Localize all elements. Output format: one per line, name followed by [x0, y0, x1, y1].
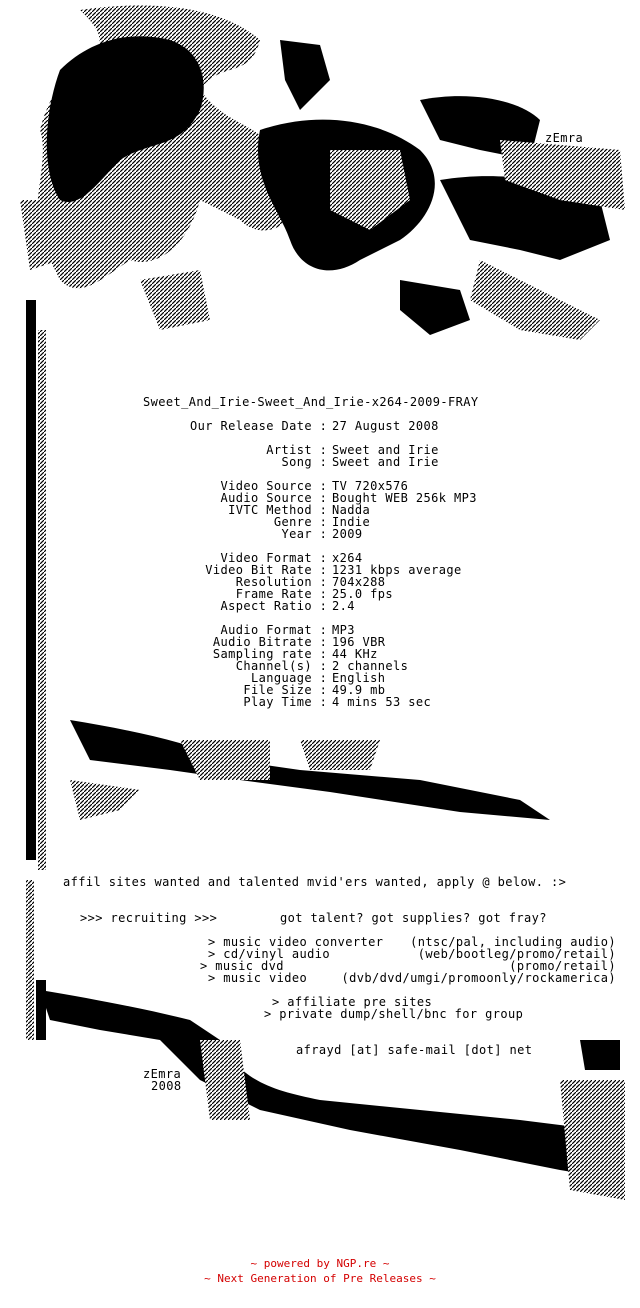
info-label: Audio Format	[220, 623, 312, 637]
info-label: Video Bit Rate	[205, 563, 312, 577]
info-value: Sweet and Irie	[332, 443, 439, 457]
info-separator: :	[312, 455, 335, 469]
info-label: Audio Bitrate	[212, 635, 312, 649]
info-value: 2009	[332, 527, 363, 541]
middle-divider-art	[70, 720, 550, 820]
info-separator: :	[312, 491, 335, 505]
info-value: Bought WEB 256k MP3	[332, 491, 477, 505]
recruit-item: > music dvd	[200, 959, 284, 973]
recruit-item-detail: (promo/retail)	[509, 959, 616, 973]
info-value: Nadda	[332, 503, 371, 517]
info-value: 704x288	[332, 575, 386, 589]
info-label: Our Release Date	[190, 419, 312, 433]
signature-year: 2008	[151, 1079, 182, 1093]
recruit-item-detail: (dvb/dvd/umgi/promoonly/rockamerica)	[341, 971, 616, 985]
info-separator: :	[312, 563, 335, 577]
recruit-item: > cd/vinyl audio	[208, 947, 330, 961]
info-separator: :	[312, 587, 335, 601]
info-separator: :	[312, 683, 335, 697]
recruiting-heading: >>> recruiting >>>	[80, 911, 218, 925]
signature-name: zEmra	[143, 1067, 182, 1081]
info-label: Genre	[273, 515, 312, 529]
info-separator: :	[312, 551, 335, 565]
footer-tagline: ~ Next Generation of Pre Releases ~	[204, 1272, 436, 1285]
info-value: 4 mins 53 sec	[332, 695, 432, 709]
info-label: Video Format	[220, 551, 312, 565]
info-separator: :	[312, 479, 335, 493]
recruit-item-detail: (web/bootleg/promo/retail)	[417, 947, 616, 961]
info-label: Artist	[266, 443, 312, 457]
info-separator: :	[312, 515, 335, 529]
info-value: Indie	[332, 515, 371, 529]
info-separator: :	[312, 527, 335, 541]
group-tag-top: zEmra	[545, 131, 584, 145]
recruit-item: > music video	[208, 971, 308, 985]
info-separator: :	[312, 671, 335, 685]
footer-powered-by: ~ powered by NGP.re ~	[250, 1257, 390, 1270]
info-label: Aspect Ratio	[220, 599, 312, 613]
info-separator: :	[312, 575, 335, 589]
info-separator: :	[312, 599, 335, 613]
info-value: 25.0 fps	[332, 587, 393, 601]
contact-email: afrayd [at] safe-mail [dot] net	[296, 1043, 533, 1057]
info-label: File Size	[243, 683, 312, 697]
release-name: Sweet_And_Irie-Sweet_And_Irie-x264-2009-FRAY	[143, 395, 479, 409]
info-separator: :	[312, 443, 335, 457]
info-label: Frame Rate	[235, 587, 312, 601]
info-value: 2.4	[332, 599, 355, 613]
info-label: Resolution	[235, 575, 312, 589]
info-value: 44 KHz	[332, 647, 378, 661]
info-label: Audio Source	[220, 491, 312, 505]
recruit-item: > music video converter	[208, 935, 384, 949]
info-value: 1231 kbps average	[332, 563, 462, 577]
private-dump: > private dump/shell/bnc for group	[264, 1007, 524, 1021]
info-label: Song	[281, 455, 312, 469]
info-label: Channel(s)	[235, 659, 312, 673]
info-value: 196 VBR	[332, 635, 386, 649]
recruit-item-detail: (ntsc/pal, including audio)	[410, 935, 616, 949]
info-label: Year	[281, 527, 312, 541]
info-separator: :	[312, 659, 335, 673]
info-label: Play Time	[243, 695, 312, 709]
bottom-art	[40, 990, 625, 1200]
affiliate-pre-sites: > affiliate pre sites	[272, 995, 433, 1009]
info-value: MP3	[332, 623, 355, 637]
info-value: Sweet and Irie	[332, 455, 439, 469]
affil-wanted-text: affil sites wanted and talented mvid'ers wanted, apply @ below. :>	[63, 875, 567, 889]
info-separator: :	[312, 623, 335, 637]
info-separator: :	[312, 419, 335, 433]
info-separator: :	[312, 503, 335, 517]
info-value: English	[332, 671, 386, 685]
left-border-art	[26, 300, 46, 1040]
info-separator: :	[312, 695, 335, 709]
info-value: 2 channels	[332, 659, 409, 673]
info-value: x264	[332, 551, 363, 565]
info-value: TV 720x576	[332, 479, 409, 493]
talent-question: got talent? got supplies? got fray?	[280, 911, 547, 925]
info-separator: :	[312, 647, 335, 661]
info-value: 49.9 mb	[332, 683, 386, 697]
logo-block-art	[20, 5, 625, 340]
info-label: Language	[251, 671, 312, 685]
info-label: Sampling rate	[212, 647, 312, 661]
info-separator: :	[312, 635, 335, 649]
info-value: 27 August 2008	[332, 419, 439, 433]
info-label: Video Source	[220, 479, 312, 493]
info-label: IVTC Method	[228, 503, 312, 517]
